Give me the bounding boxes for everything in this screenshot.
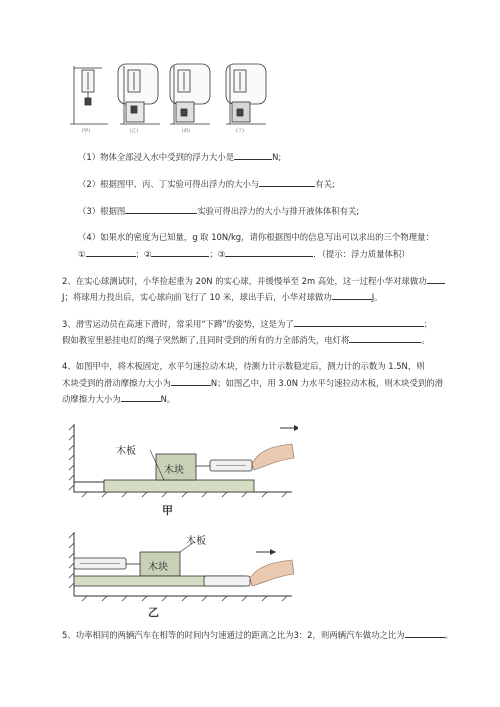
q2-blank-2[interactable] [332,291,372,300]
q4-unit-3: N。 [160,394,176,404]
q1-s4-mark3: ；③ [209,249,226,259]
yi-board-label: 木板 [186,536,206,547]
q1-line-1 [78,151,281,163]
q1-line-4a [78,232,434,243]
q4-text-1: 4、如图甲中，将木板固定，水平匀速拉动木块，待测力计示数稳定后，测力计的示数为 1.5N，则 [62,361,425,371]
q1-s4-text: （4）如果水的密度为已知量，g 取 10N/kg，请你根据图中的信息写出可以求出的三个物理量： [78,232,434,242]
q3-text-1: 3、滑雪运动员在高速下滑时，常采用“下蹲”的姿势，这是为了 [62,319,294,329]
q5-line-1 [62,629,453,641]
jia-block-label: 木块 [164,465,184,476]
q3-blank-1[interactable] [294,318,424,327]
q1-s3-tail: 实验可得出浮力的大小与排开液体体积有关; [197,206,360,216]
yi-block-label: 木块 [148,562,168,573]
yi-caption: 乙 [148,606,159,619]
figure-label-ding: (丁) [236,129,245,134]
q1-s4-blank3[interactable] [225,248,313,257]
q3-line-1 [62,318,432,330]
q3-blank-2[interactable] [349,334,421,343]
jia-board-label: 木板 [116,446,136,457]
buoyancy-apparatus-drawing [68,62,278,137]
q2-unit-2: J。 [371,292,383,302]
q4-line-1 [62,361,425,372]
q1-s2-blank[interactable] [259,178,315,187]
q1-s4-mark2: ；② [135,249,152,259]
buoyancy-experiment-figure [68,62,278,137]
q1-s4-blank2[interactable] [151,248,209,257]
q2-text-1: 2、在实心球测试时，小华捡起重为 20N 的实心球，并缓慢举至 2m 高处，这一过程小华对球做功 [62,276,427,286]
q3-tail-1: ； [423,319,433,329]
q5-blank-1[interactable] [405,629,445,638]
q1-s3-blank[interactable] [125,205,197,214]
q3-tail-2: 。 [421,335,430,345]
q1-s1-unit: N; [272,152,282,162]
q5-text-1: 5、功率相同的两辆汽车在相等的时间内匀速通过的距离之比为3：2，则两辆汽车做功之比为 [62,630,405,640]
figure-yi-drawing [68,526,298,626]
figure-label-yi: (乙) [130,129,139,134]
q4-text-3: 动摩擦力大小为 [62,394,121,404]
q1-s1-text: （1）物体全部浸入水中受到的浮力大小是 [78,152,235,162]
q1-s3-text: （3）根据图 [78,206,126,216]
q2-text-2: J；将球用力投出后，实心球向前飞行了 10 米，球出手后，小华对球做功 [62,292,332,302]
jia-caption: 甲 [162,504,173,517]
q5-tail-1: 。 [444,630,453,640]
q1-line-4b [78,248,410,260]
friction-figure-jia [68,418,298,518]
q1-s1-blank[interactable] [234,151,272,160]
q2-line-1 [62,275,445,287]
q1-s4-blank1[interactable] [86,248,136,257]
q1-s4-mark1: ① [78,249,86,259]
figure-label-bing: (丙) [182,129,191,134]
q3-text-2: 假如教室里悬挂电灯的绳子突然断了,且同时受到的所有的力全部消失，电灯将 [62,335,350,345]
q4-blank-1[interactable] [171,377,211,386]
q1-s2-text: （2）根据图甲、丙、丁实验可得出浮力的大小与 [78,179,260,189]
q4-blank-2[interactable] [121,393,161,402]
q2-line-2 [62,291,383,303]
q3-line-2 [62,334,430,346]
q4-text-2b: N；如图乙中，用 3.0N 力水平匀速拉动木板，则木块受到的滑 [210,378,444,388]
q1-line-2 [78,178,335,190]
q1-s4-hint: ．（提示：浮力质量体积） [313,249,410,259]
q1-line-3 [78,205,359,217]
figure-label-jia: (甲) [82,129,91,134]
q2-blank-1[interactable] [427,275,445,284]
q4-text-2: 木块受到的滑动摩擦力大小为 [62,378,171,388]
q4-line-3 [62,393,175,405]
q4-line-2 [62,377,443,389]
q1-s2-tail: 有关; [315,179,335,189]
friction-figure-yi [68,526,298,626]
